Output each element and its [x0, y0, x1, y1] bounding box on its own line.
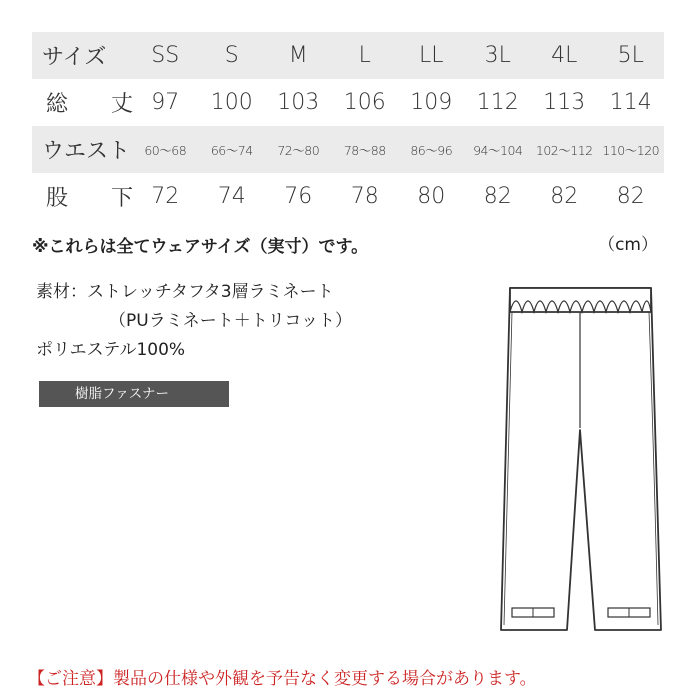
size-cell: M [265, 32, 332, 79]
size-cell: L [332, 32, 399, 79]
inseam-cell: 82 [616, 184, 645, 209]
total-length-cell: 114 [609, 90, 652, 115]
size-cell: LL [398, 32, 465, 79]
waist-cell: 94～104 [465, 126, 532, 173]
waist-cell: 72～80 [265, 126, 332, 173]
inseam-cell: 82 [483, 184, 512, 209]
material-line: （PUラミネート＋トリコット） [109, 311, 353, 331]
inseam-cell: 76 [284, 184, 313, 209]
size-cell: 5L [598, 32, 665, 79]
inseam-cell: 80 [417, 184, 446, 209]
total-length-row [32, 79, 664, 126]
material-line: 素材：ストレッチタフタ3層ラミネート [36, 282, 334, 302]
inseam-cell: 82 [550, 184, 579, 209]
total-length-cell: 97 [151, 90, 180, 115]
pants-illustration [496, 280, 666, 650]
size-row [32, 32, 664, 79]
size-cell: SS [132, 32, 199, 79]
material-line: ポリエステル100% [36, 340, 186, 360]
row-label-waist: ウエスト [32, 126, 132, 173]
inseam-cell: 74 [217, 184, 246, 209]
total-length-cell: 109 [410, 90, 453, 115]
waist-cell: 60～68 [132, 126, 199, 173]
inseam-cell: 72 [151, 184, 180, 209]
pants-outline [501, 288, 661, 630]
waist-row [32, 126, 664, 173]
row-label-total-length: 総 丈 [46, 92, 151, 117]
total-length-cell: 100 [210, 90, 253, 115]
size-table [32, 32, 664, 220]
inseam-cell: 78 [350, 184, 379, 209]
zipper-badge: 樹脂ファスナー [39, 381, 229, 407]
row-label-inseam: 股 下 [46, 186, 151, 211]
row-label-size: サイズ [32, 32, 132, 79]
total-length-cell: 103 [277, 90, 320, 115]
waist-cell: 102～112 [531, 126, 598, 173]
size-cell: 4L [531, 32, 598, 79]
size-cell: S [199, 32, 266, 79]
material-info [36, 278, 352, 365]
total-length-cell: 106 [343, 90, 386, 115]
total-length-cell: 113 [543, 90, 586, 115]
size-note: ※これらは全てウェアサイズ（実寸）です。 [32, 237, 369, 257]
waist-cell: 78～88 [332, 126, 399, 173]
waist-cell: 86～96 [398, 126, 465, 173]
waist-cell: 66～74 [199, 126, 266, 173]
unit-label: （cm） [598, 235, 658, 255]
total-length-cell: 112 [476, 90, 519, 115]
inseam-row [32, 173, 664, 220]
waist-cell: 110～120 [598, 126, 665, 173]
disclaimer: 【ご注意】製品の仕様や外観を予告なく変更する場合があります。 [28, 669, 537, 689]
size-cell: 3L [465, 32, 532, 79]
